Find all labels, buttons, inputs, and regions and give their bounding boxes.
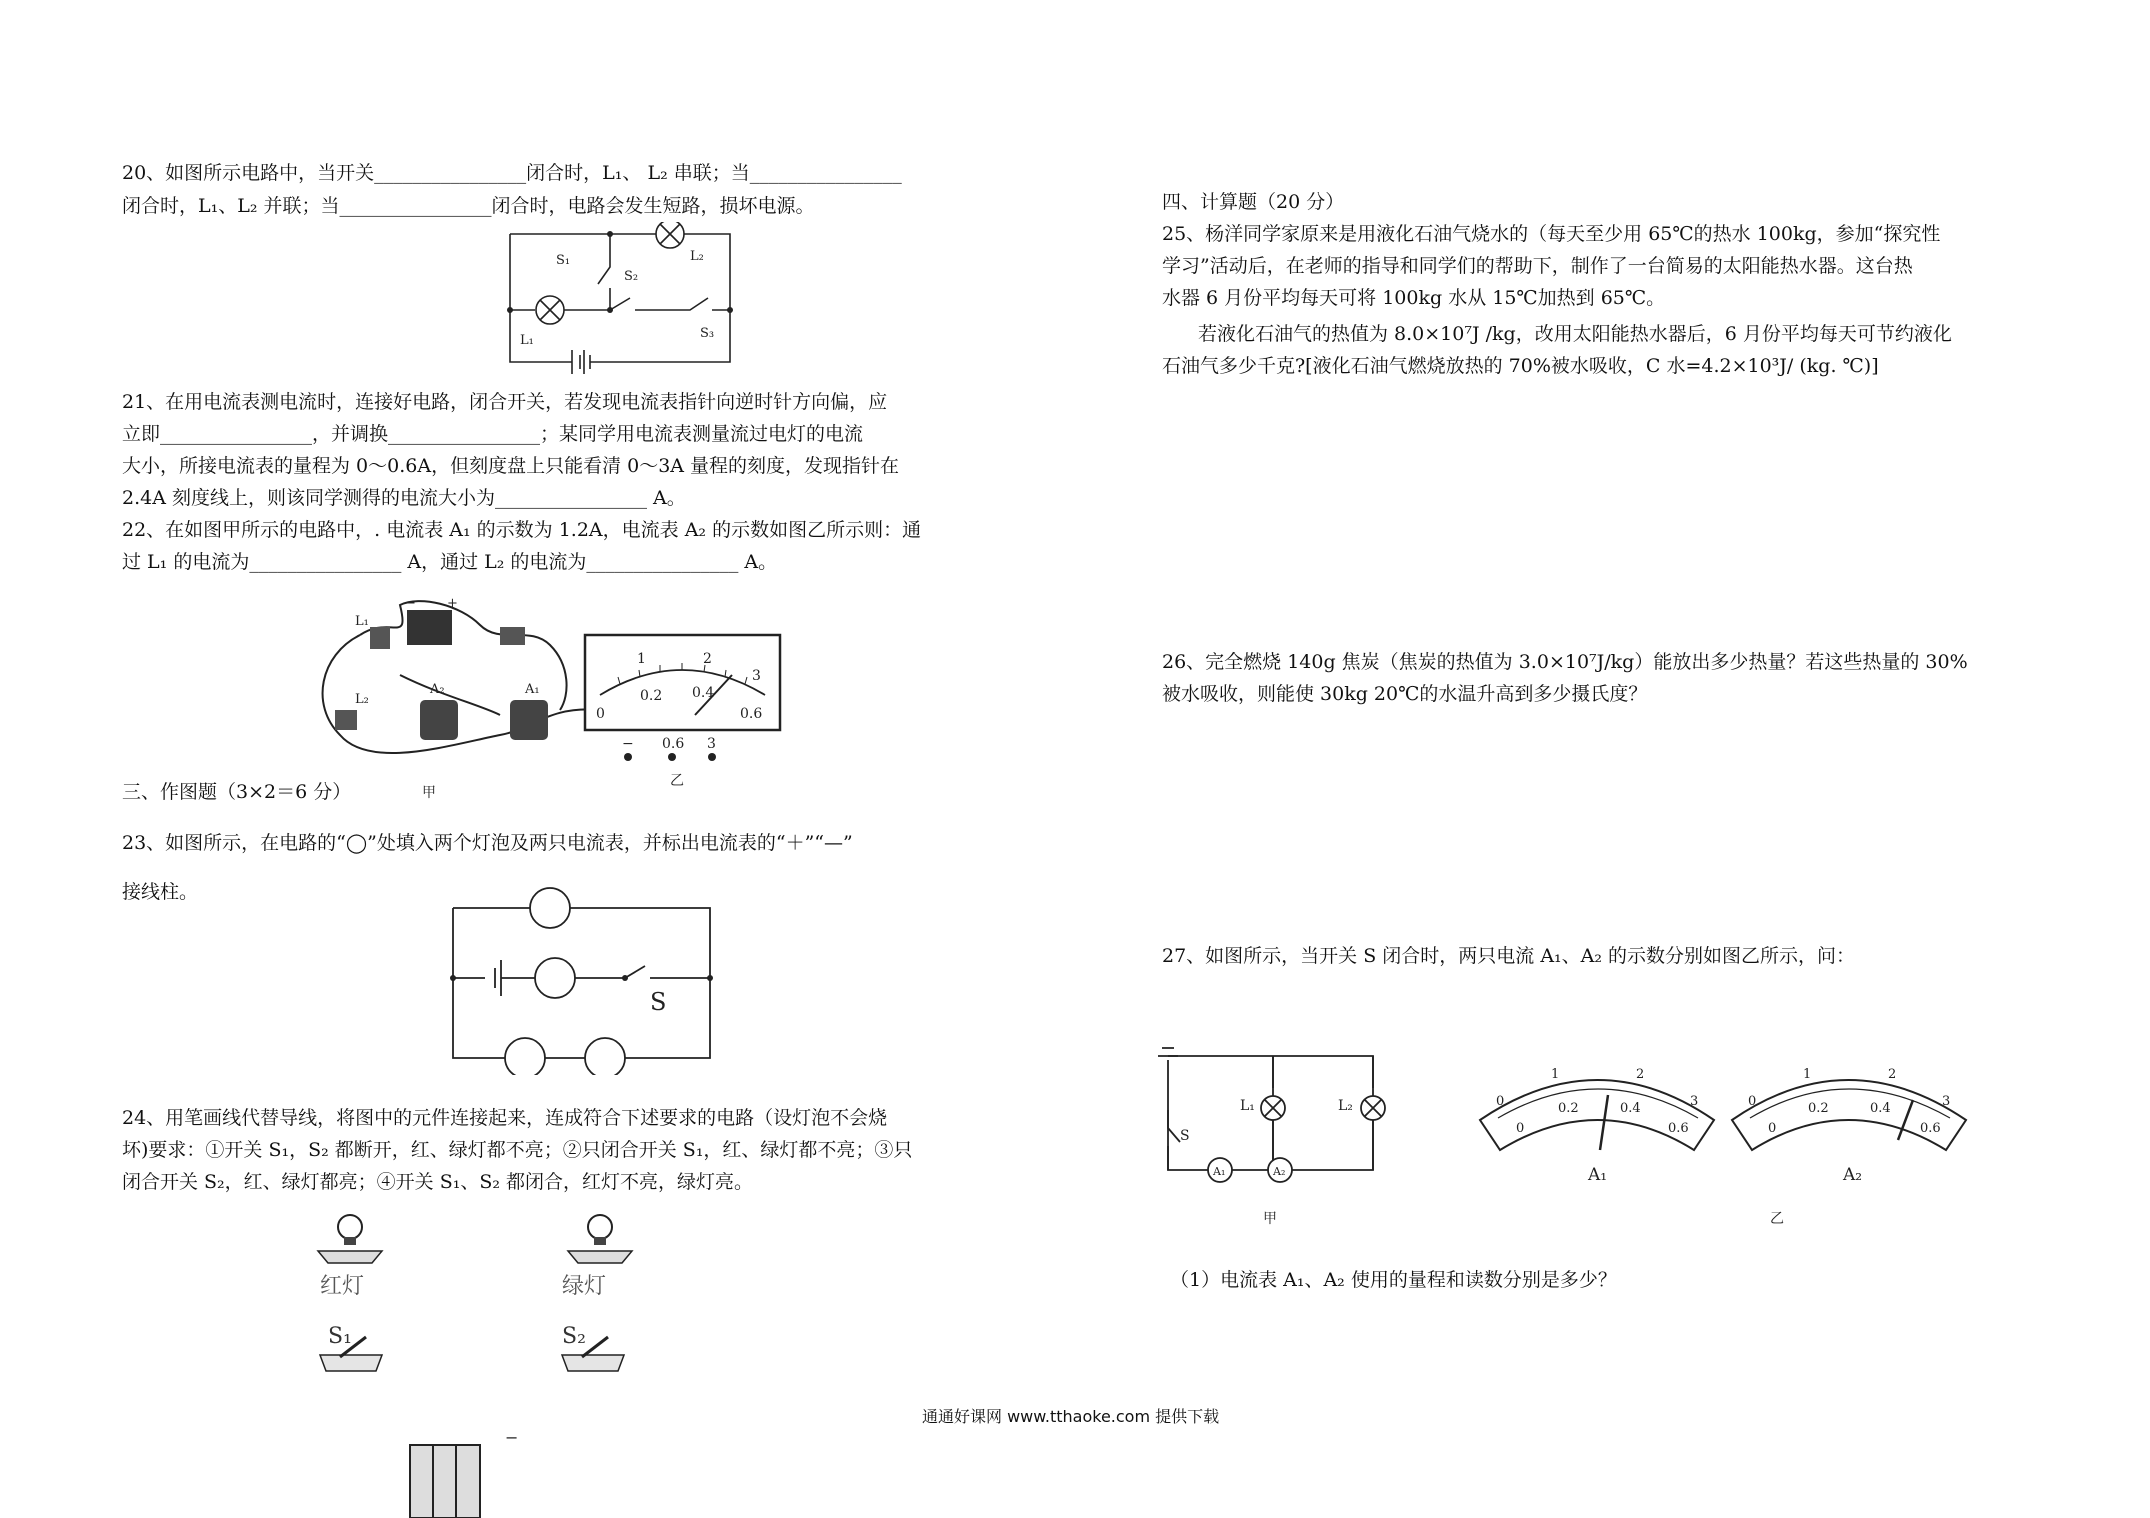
- q22-l2-label: L₂: [355, 692, 369, 707]
- a1-bottom-0.2: 0.2: [1558, 1101, 1579, 1116]
- caption-jia: 甲: [422, 785, 436, 801]
- green-lamp-label: 绿灯: [562, 1274, 607, 1299]
- a2-top-3: 3: [1942, 1094, 1951, 1109]
- a1-bottom-0: 0: [1516, 1121, 1525, 1136]
- q27-line1: 27、如图所示，当开关 S 闭合时，两只电流 A₁、A₂ 的示数分别如图乙所示，问：: [1162, 945, 1856, 967]
- q21-line4: 2.4A 刻度线上，则该同学测得的电流大小为________________ A。: [122, 487, 686, 509]
- q25-line4: 若液化石油气的热值为 8.0×10⁷J /kg，改用太阳能热水器后，6 月份平均每天可节约液化: [1198, 323, 1952, 345]
- meter-tick-2: 2: [703, 651, 712, 667]
- q22-figure: [300, 585, 790, 805]
- q20-s1-label: S₁: [556, 253, 571, 268]
- q22-battery-plus: +: [447, 596, 458, 611]
- q27-caption-yi: 乙: [1770, 1211, 1784, 1227]
- terminal-0.6: 0.6: [662, 736, 685, 752]
- a1-top-1: 1: [1551, 1067, 1560, 1082]
- q27-a1-label: A₁: [1213, 1165, 1226, 1178]
- a1-top-0: 0: [1496, 1094, 1505, 1109]
- q25-line3: 水器 6 月份平均每天可将 100kg 水从 15℃加热到 65℃。: [1162, 287, 1666, 309]
- footer-source: 通通好课网 www.tthaoke.com 提供下载: [922, 1407, 1220, 1426]
- a2-top-1: 1: [1803, 1067, 1812, 1082]
- q20-l1-label: L₁: [520, 333, 534, 348]
- q21-line1: 21、在用电流表测电流时，连接好电路，闭合开关，若发现电流表指针向逆时针方向偏，应: [122, 391, 888, 413]
- q24-line1: 24、用笔画线代替导线，将图中的元件连接起来，连成符合下述要求的电路（设灯泡不会烧: [122, 1107, 888, 1129]
- meter-tick-0.2: 0.2: [640, 688, 663, 704]
- q26-line2: 被水吸收，则能使 30kg 20℃的水温升高到多少摄氏度？: [1162, 683, 1648, 705]
- q22-a1-label: A₁: [525, 682, 540, 697]
- q27-l2-label: L₂: [1338, 1098, 1353, 1114]
- a2-bottom-0.2: 0.2: [1808, 1101, 1829, 1116]
- a1-top-3: 3: [1690, 1094, 1699, 1109]
- lamp-l1-icon: [370, 627, 390, 649]
- q27-l1-label: L₁: [1240, 1098, 1255, 1114]
- q23-circuit-figure: [445, 880, 715, 1075]
- q20-s3-label: S₃: [700, 326, 715, 341]
- q24-line3: 闭合开关 S₂，红、绿灯都亮；④开关 S₁、S₂ 都闭合，红灯不亮，绿灯亮。: [122, 1171, 754, 1193]
- q25-line2: 学习”活动后，在老师的指导和同学们的帮助下，制作了一台简易的太阳能热水器。这台热: [1162, 255, 1913, 277]
- meter-tick-0.6: 0.6: [740, 706, 763, 722]
- terminal-minus: −: [622, 736, 634, 752]
- meter-a2: [1732, 1080, 1966, 1150]
- meter-a1-caption: A₁: [1588, 1165, 1608, 1185]
- q22-battery-minus: −: [405, 596, 416, 611]
- meter-tick-0.4: 0.4: [692, 685, 715, 701]
- a1-top-2: 2: [1636, 1067, 1645, 1082]
- slot-top: [530, 888, 570, 928]
- q21-line3: 大小，所接电流表的量程为 0～0.6A，但刻度盘上只能看清 0～3A 量程的刻度，发现指针在: [122, 455, 900, 477]
- a2-top-2: 2: [1888, 1067, 1897, 1082]
- a1-bottom-0.4: 0.4: [1620, 1101, 1641, 1116]
- q22-l1-label: L₁: [355, 614, 369, 629]
- ammeter-a2-icon: [420, 700, 458, 740]
- battery-icon: [407, 610, 452, 645]
- meter-tick-1: 1: [637, 651, 646, 667]
- a2-top-0: 0: [1748, 1094, 1757, 1109]
- meter-tick-3: 3: [752, 668, 761, 684]
- a2-bottom-0: 0: [1768, 1121, 1777, 1136]
- green-lamp-icon: [568, 1215, 632, 1263]
- q21-line2: 立即________________，并调换________________；某同学用电流表测量流过电灯的电流: [122, 423, 864, 445]
- slot-bottom-left: [505, 1038, 545, 1075]
- q22-line1: 22、在如图甲所示的电路中，. 电流表 A₁ 的示数为 1.2A，电流表 A₂ 的示数如图乙所示则：通: [122, 519, 922, 541]
- q23-line1: 23、如图所示，在电路的“◯”处填入两个灯泡及两只电流表，并标出电流表的“＋”“—”: [122, 832, 853, 854]
- q20-l2-label: L₂: [690, 249, 704, 264]
- a2-bottom-0.4: 0.4: [1870, 1101, 1891, 1116]
- q24-line2: 坏)要求：①开关 S₁，S₂ 都断开，红、绿灯都不亮；②只闭合开关 S₁，红、绿灯都不亮；③只: [122, 1139, 913, 1161]
- meter-a2-caption: A₂: [1843, 1165, 1863, 1185]
- red-lamp-label: 红灯: [320, 1274, 365, 1299]
- slot-middle: [535, 958, 575, 998]
- q27-caption-jia: 甲: [1263, 1211, 1277, 1227]
- slot-bottom-right: [585, 1038, 625, 1075]
- switch-icon: [500, 627, 525, 645]
- a1-bottom-0.6: 0.6: [1668, 1121, 1689, 1136]
- q24-components-figure: [300, 1205, 640, 1518]
- q20-line2: 闭合时，L₁、L₂ 并联；当________________闭合时，电路会发生短路，损坏电源。: [122, 195, 815, 217]
- q27-sub1: （1）电流表 A₁、A₂ 使用的量程和读数分别是多少？: [1170, 1269, 1617, 1291]
- q20-line1: 20、如图所示电路中，当开关________________闭合时，L₁、 L₂ 串联；当________________: [122, 162, 902, 184]
- q23-switch-label: S: [650, 988, 667, 1016]
- section-4-title: 四、计算题（20 分）: [1162, 191, 1345, 213]
- section-3-title: 三、作图题（3×2＝6 分）: [122, 781, 352, 803]
- q25-line5: 石油气多少千克?[液化石油气燃烧放热的 70%被水吸收，C 水=4.2×10³J/ (kg. ℃)]: [1162, 355, 1879, 377]
- terminal-3: 3: [707, 736, 716, 752]
- meter-a1: [1480, 1080, 1714, 1150]
- q26-line1: 26、完全燃烧 140g 焦炭（焦炭的热值为 3.0×10⁷J/kg）能放出多少热量？若这些热量的 30%: [1162, 651, 1968, 673]
- red-lamp-icon: [318, 1215, 382, 1263]
- meter-tick-0: 0: [596, 706, 605, 722]
- q23-line2: 接线柱。: [122, 881, 199, 903]
- battery-pack-icon: [410, 1445, 480, 1518]
- s2-label: S₂: [562, 1324, 586, 1349]
- q27-s-label: S: [1180, 1128, 1190, 1144]
- s1-label: S₁: [328, 1324, 352, 1349]
- caption-yi: 乙: [670, 773, 684, 789]
- q20-circuit-figure: [500, 222, 740, 377]
- q27-a2-label: A₂: [1273, 1165, 1286, 1178]
- battery-minus: −: [505, 1428, 519, 1447]
- lamp-l2-icon: [335, 710, 357, 730]
- q22-a2-label: A₂: [430, 682, 445, 697]
- q25-line1: 25、杨洋同学家原来是用液化石油气烧水的（每天至少用 65℃的热水 100kg，参加“探究性: [1162, 223, 1941, 245]
- q20-s2-label: S₂: [624, 269, 639, 284]
- q27-figure: [1158, 1000, 2058, 1230]
- ammeter-a1-icon: [510, 700, 548, 740]
- a2-bottom-0.6: 0.6: [1920, 1121, 1941, 1136]
- q22-line2: 过 L₁ 的电流为________________ A，通过 L₂ 的电流为________________ A。: [122, 551, 778, 573]
